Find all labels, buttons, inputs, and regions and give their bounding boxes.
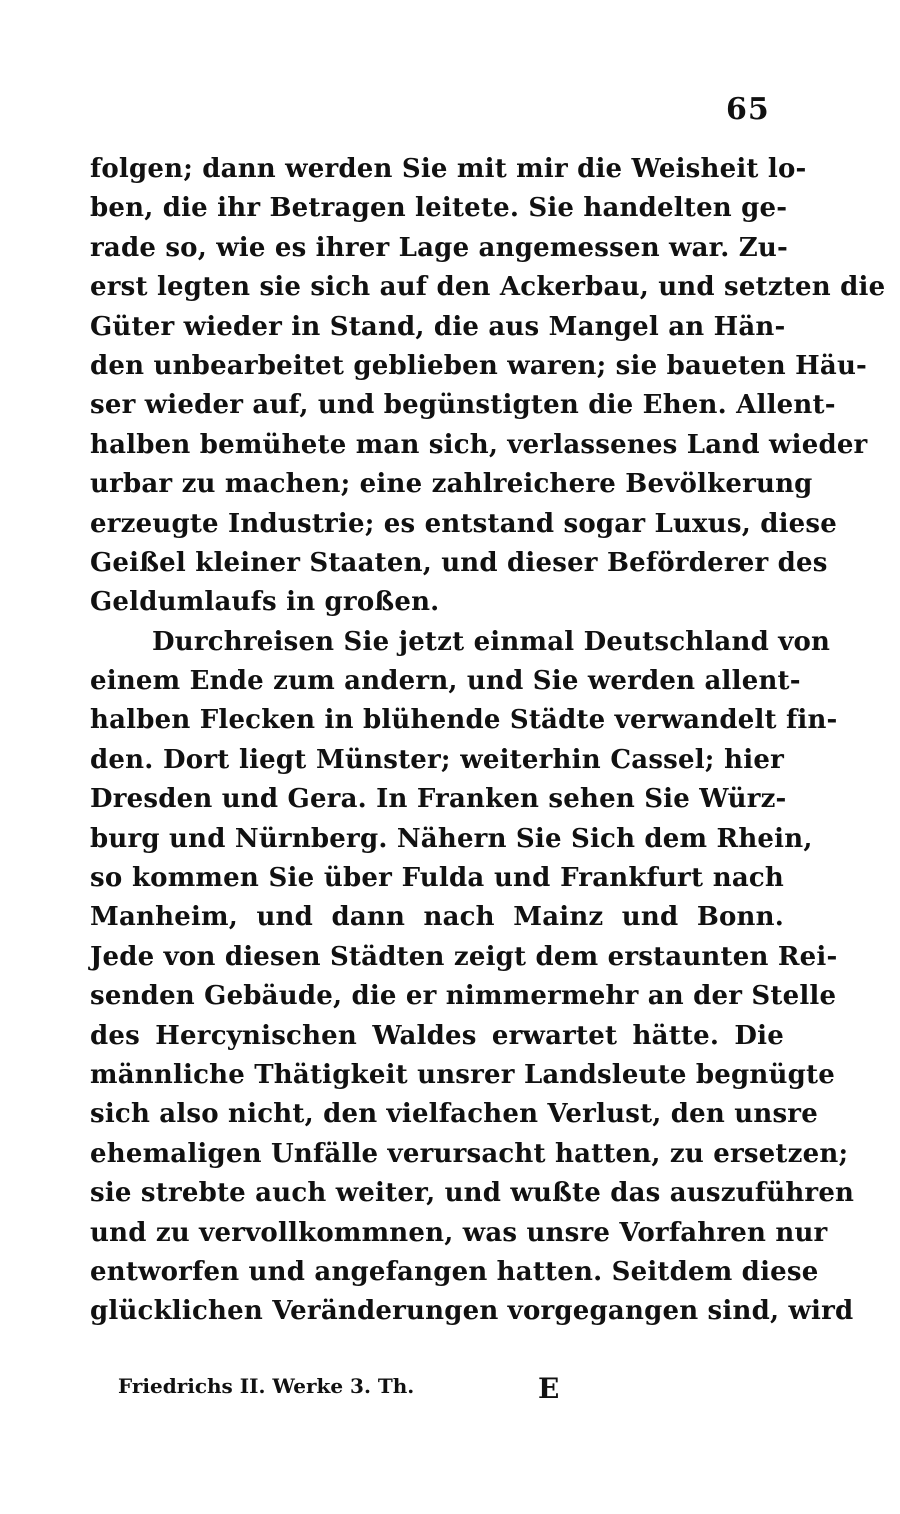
page-footer [118,1374,588,1410]
text-line: urbar zu machen; eine zahlreichere Bevölkerung [90,469,813,500]
paragraph-end-line: Geldumlaufs in großen. [90,587,440,618]
page-number: 65 [726,92,770,127]
text-line: sie strebte auch weiter, und wußte das auszuführen [90,1178,855,1209]
text-line: erst legten sie sich auf den Ackerbau, und setzten die [90,272,886,303]
volume-reference: Friedrichs II. Werke 3. Th. [118,1374,415,1398]
text-line: senden Gebäude, die er nimmermehr an der Stelle [90,981,837,1012]
text-line: rade so, wie es ihrer Lage angemessen war. Zu- [90,232,788,263]
text-line: halben Flecken in blühende Städte verwandelt fin- [90,705,838,736]
printer-signature-mark: E [538,1372,560,1405]
text-line: folgen; dann werden Sie mit mir die Weisheit lo- [90,154,807,184]
text-line: entworfen und angefangen hatten. Seitdem diese [90,1256,819,1287]
text-line: ser wieder auf, und begünstigten die Ehen. Allent- [90,390,836,421]
text-line: glücklichen Veränderungen vorgegangen sind, wird [90,1296,854,1327]
text-line: erzeugte Industrie; es entstand sogar Luxus, diese [90,508,837,539]
text-line: ben, die ihr Betragen leitete. Sie handelten ge- [90,193,788,224]
text-line: Jede von diesen Städten zeigt dem erstaunten Rei- [90,941,838,972]
text-line: ehemaligen Unfälle verursacht hatten, zu ersetzen; [90,1138,849,1169]
text-line: einem Ende zum andern, und Sie werden allent- [90,666,801,697]
text-line: und zu vervollkommnen, was unsre Vorfahren nur [90,1217,828,1248]
text-line: Güter wieder in Stand, die aus Mangel an Hän- [90,311,786,342]
text-line: Manheim, und dann nach Mainz und Bonn. [90,902,784,933]
text-line: sich also nicht, den vielfachen Verlust, den unsre [90,1099,818,1130]
text-line: den. Dort liegt Münster; weiterhin Cassel; hier [90,744,784,775]
text-line: Dresden und Gera. In Franken sehen Sie Würz- [90,784,787,815]
text-line: des Hercynischen Waldes erwartet hätte. Die [90,1020,784,1051]
body-text [90,150,886,1332]
text-line: Geißel kleiner Staaten, und dieser Beförderer des [90,547,828,578]
text-line: burg und Nürnberg. Nähern Sie Sich dem Rhein, [90,823,813,854]
text-line: den unbearbeitet geblieben waren; sie baueten Häu- [90,350,868,381]
text-line: so kommen Sie über Fulda und Frankfurt nach [90,863,784,894]
text-line: männliche Thätigkeit unsrer Landsleute begnügte [90,1059,835,1090]
paragraph-start-line: Durchreisen Sie jetzt einmal Deutschland von [152,626,831,657]
text-line: halben bemühete man sich, verlassenes Land wieder [90,429,868,460]
